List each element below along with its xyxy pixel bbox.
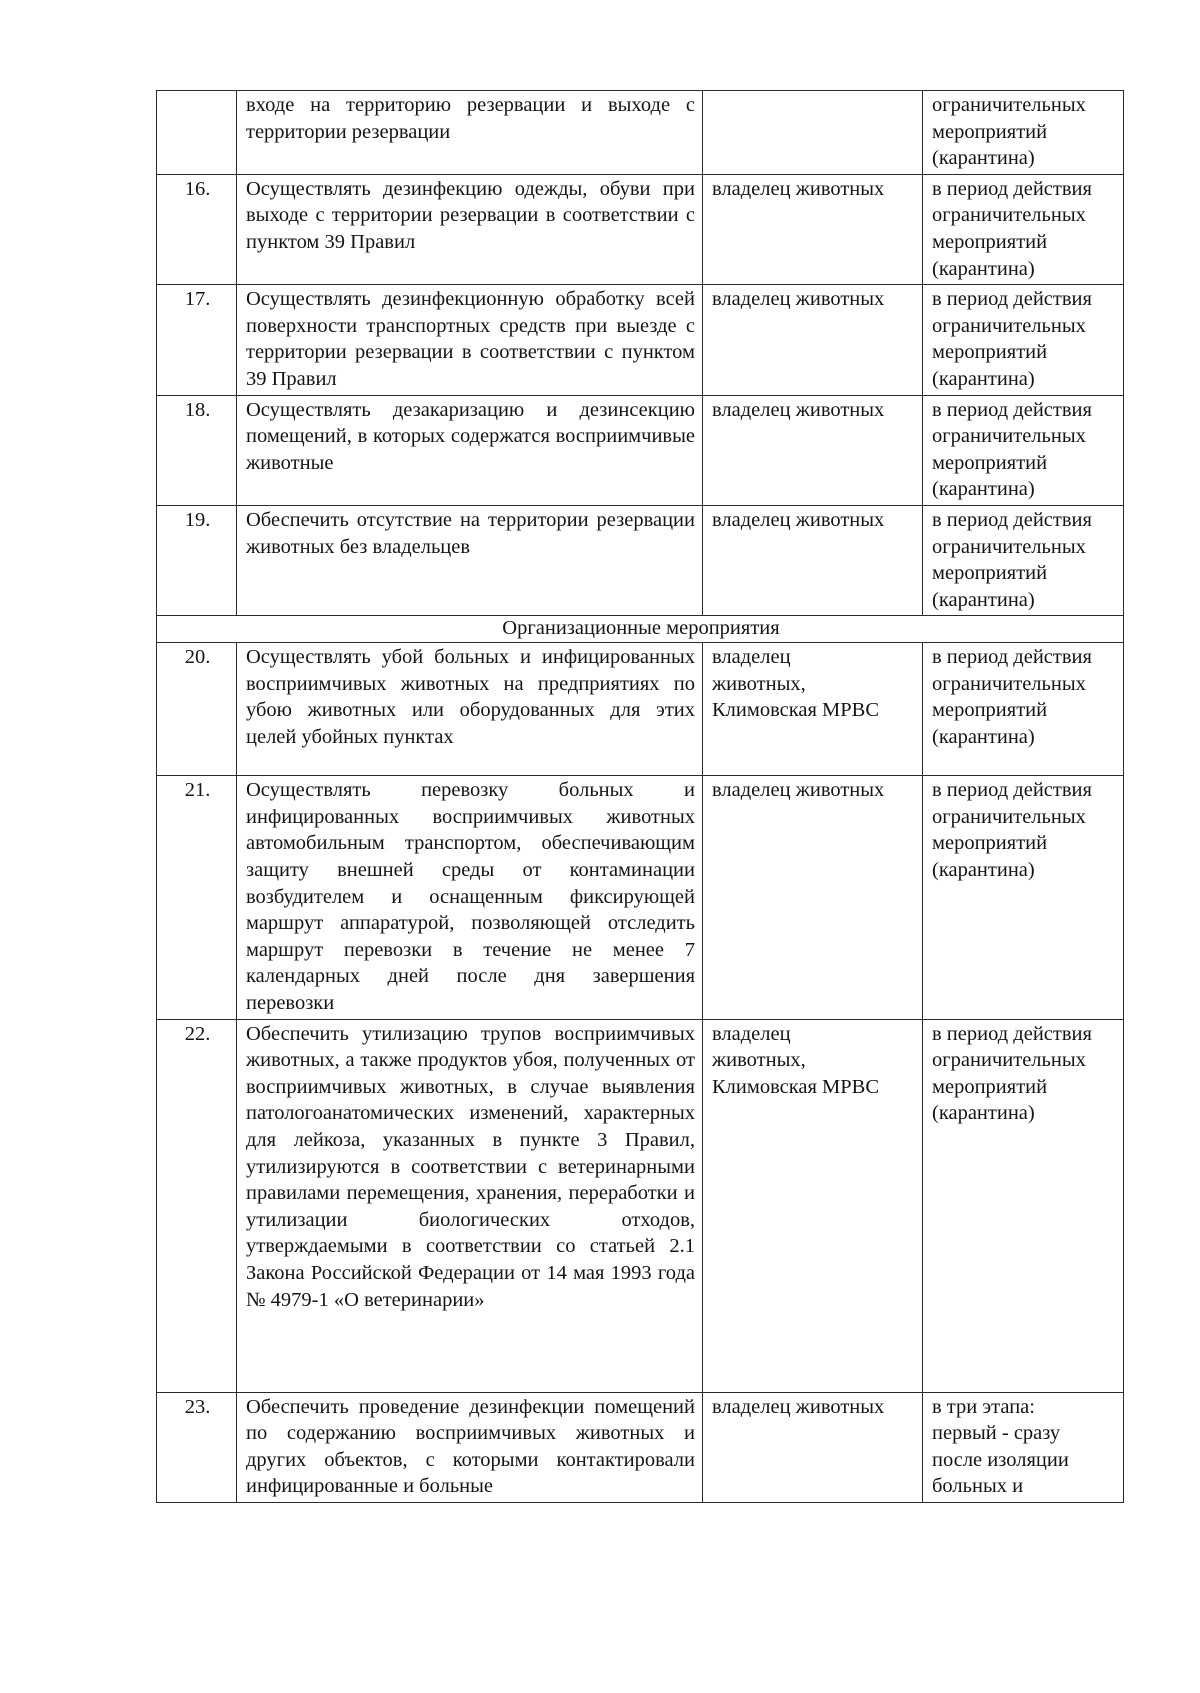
row-responsible: [703, 643, 923, 776]
row-number: 22.: [157, 1019, 237, 1392]
table-row: [157, 1392, 1124, 1502]
term-line: мероприятий: [932, 120, 1048, 143]
term-line: мероприятий: [932, 699, 1048, 722]
term-line: мероприятий: [932, 832, 1048, 855]
row-term: [923, 643, 1124, 776]
responsible-line: животных,: [712, 1049, 806, 1072]
term-line: (карантина): [932, 367, 1035, 390]
table-row: [157, 1019, 1124, 1392]
term-line: мероприятий: [932, 562, 1048, 585]
row-action: Обеспечить утилизацию трупов восприимчивых животных, а также продуктов убоя, полученных от восприимчивых животных, в случае выявления патологоанатомических изменений, характерных для лейкоза, указанных в пункте 3 Правил, утилизируются в соответствии с ветеринарными правилами перемещения, хранения, переработки и утилизации биологических отходов, утверждаемыми в соответствии со статьей 2.1 Закона Российской Федерации от 14 мая 1993 года № 4979-1 «О ветеринарии»: [237, 1019, 703, 1392]
term-line: ограничительных: [932, 672, 1086, 695]
term-line: ограничительных: [932, 204, 1086, 227]
table-row: [157, 776, 1124, 1019]
term-line: (карантина): [932, 257, 1035, 280]
term-line: ограничительных: [932, 535, 1086, 558]
term-line: мероприятий: [932, 451, 1048, 474]
term-line: (карантина): [932, 147, 1035, 170]
table-row: [157, 285, 1124, 395]
responsible-line: владелец животных: [712, 779, 885, 802]
term-line: в период действия: [932, 508, 1092, 531]
row-action: Осуществлять дезинфекционную обработку всей поверхности транспортных средств при выезде с территории резервации в соответствии с пунктом 39 Правил: [237, 285, 703, 395]
term-line: (карантина): [932, 726, 1035, 749]
term-line: в период действия: [932, 177, 1092, 200]
section-row: [157, 616, 1124, 643]
responsible-line: владелец: [712, 1022, 791, 1045]
term-line: (карантина): [932, 859, 1035, 882]
term-line: в период действия: [932, 288, 1092, 311]
row-action: входе на территорию резервации и выходе с территории резервации: [237, 91, 703, 175]
row-responsible: [703, 1019, 923, 1392]
responsible-line: Климовская МРВС: [712, 1075, 880, 1098]
term-line: (карантина): [932, 1102, 1035, 1125]
row-action: Осуществлять дезакаризацию и дезинсекцию помещений, в которых содержатся восприимчивые животные: [237, 395, 703, 505]
row-number: 19.: [157, 505, 237, 615]
row-number: 16.: [157, 174, 237, 284]
row-term: [923, 776, 1124, 1019]
row-number: 20.: [157, 643, 237, 776]
term-line: (карантина): [932, 478, 1035, 501]
responsible-line: владелец животных: [712, 1395, 885, 1418]
responsible-line: владелец животных: [712, 288, 885, 311]
row-number: 18.: [157, 395, 237, 505]
row-responsible: [703, 174, 923, 284]
table-row: [157, 395, 1124, 505]
table-row: [157, 505, 1124, 615]
term-line: больных и: [932, 1475, 1024, 1498]
row-term: [923, 1392, 1124, 1502]
row-action: Осуществлять дезинфекцию одежды, обуви при выходе с территории резервации в соответствии с пунктом 39 Правил: [237, 174, 703, 284]
row-action: Осуществлять убой больных и инфицированных восприимчивых животных на предприятиях по убою животных или оборудованных для этих целей убойных пунктах: [237, 643, 703, 776]
term-line: в период действия: [932, 398, 1092, 421]
row-term: [923, 1019, 1124, 1392]
row-action: Обеспечить отсутствие на территории резервации животных без владельцев: [237, 505, 703, 615]
row-number: 23.: [157, 1392, 237, 1502]
row-term: [923, 91, 1124, 175]
term-line: (карантина): [932, 588, 1035, 611]
row-number: [157, 91, 237, 175]
table-row: [157, 643, 1124, 776]
row-responsible: [703, 395, 923, 505]
term-line: в три этапа:: [932, 1395, 1035, 1418]
term-line: мероприятий: [932, 230, 1048, 253]
term-line: ограничительных: [932, 425, 1086, 448]
row-responsible: [703, 285, 923, 395]
term-line: в период действия: [932, 646, 1092, 669]
responsible-line: владелец животных: [712, 508, 885, 531]
term-line: мероприятий: [932, 1075, 1048, 1098]
term-line: ограничительных: [932, 94, 1086, 116]
row-responsible: [703, 1392, 923, 1502]
row-term: [923, 174, 1124, 284]
responsible-line: владелец: [712, 646, 791, 669]
row-number: 17.: [157, 285, 237, 395]
term-line: мероприятий: [932, 341, 1048, 364]
table-row: [157, 174, 1124, 284]
term-line: ограничительных: [932, 1049, 1086, 1072]
term-line: первый - сразу: [932, 1422, 1061, 1445]
section-header: Организационные мероприятия: [157, 616, 1124, 643]
term-line: в период действия: [932, 779, 1092, 802]
row-action: Осуществлять перевозку больных и инфицированных восприимчивых животных автомобильным транспортом, обеспечивающим защиту внешней среды от контаминации возбудителем и оснащенным фиксирующей маршрут аппаратурой, позволяющей отследить маршрут перевозки в течение не менее 7 календарных дней после дня завершения перевозки: [237, 776, 703, 1019]
responsible-line: животных,: [712, 672, 806, 695]
responsible-line: владелец животных: [712, 398, 885, 421]
responsible-line: владелец животных: [712, 177, 885, 200]
term-line: ограничительных: [932, 314, 1086, 337]
row-number: 21.: [157, 776, 237, 1019]
row-responsible: [703, 505, 923, 615]
row-term: [923, 505, 1124, 615]
responsible-line: Климовская МРВС: [712, 699, 880, 722]
term-line: после изоляции: [932, 1448, 1069, 1471]
measures-table: [156, 90, 1124, 1503]
row-responsible: [703, 91, 923, 175]
term-line: ограничительных: [932, 805, 1086, 828]
row-term: [923, 395, 1124, 505]
row-responsible: [703, 776, 923, 1019]
row-term: [923, 285, 1124, 395]
term-line: в период действия: [932, 1022, 1092, 1045]
table-row: [157, 91, 1124, 175]
row-action: Обеспечить проведение дезинфекции помещений по содержанию восприимчивых животных и других объектов, с которыми контактировали инфицированные и больные: [237, 1392, 703, 1502]
